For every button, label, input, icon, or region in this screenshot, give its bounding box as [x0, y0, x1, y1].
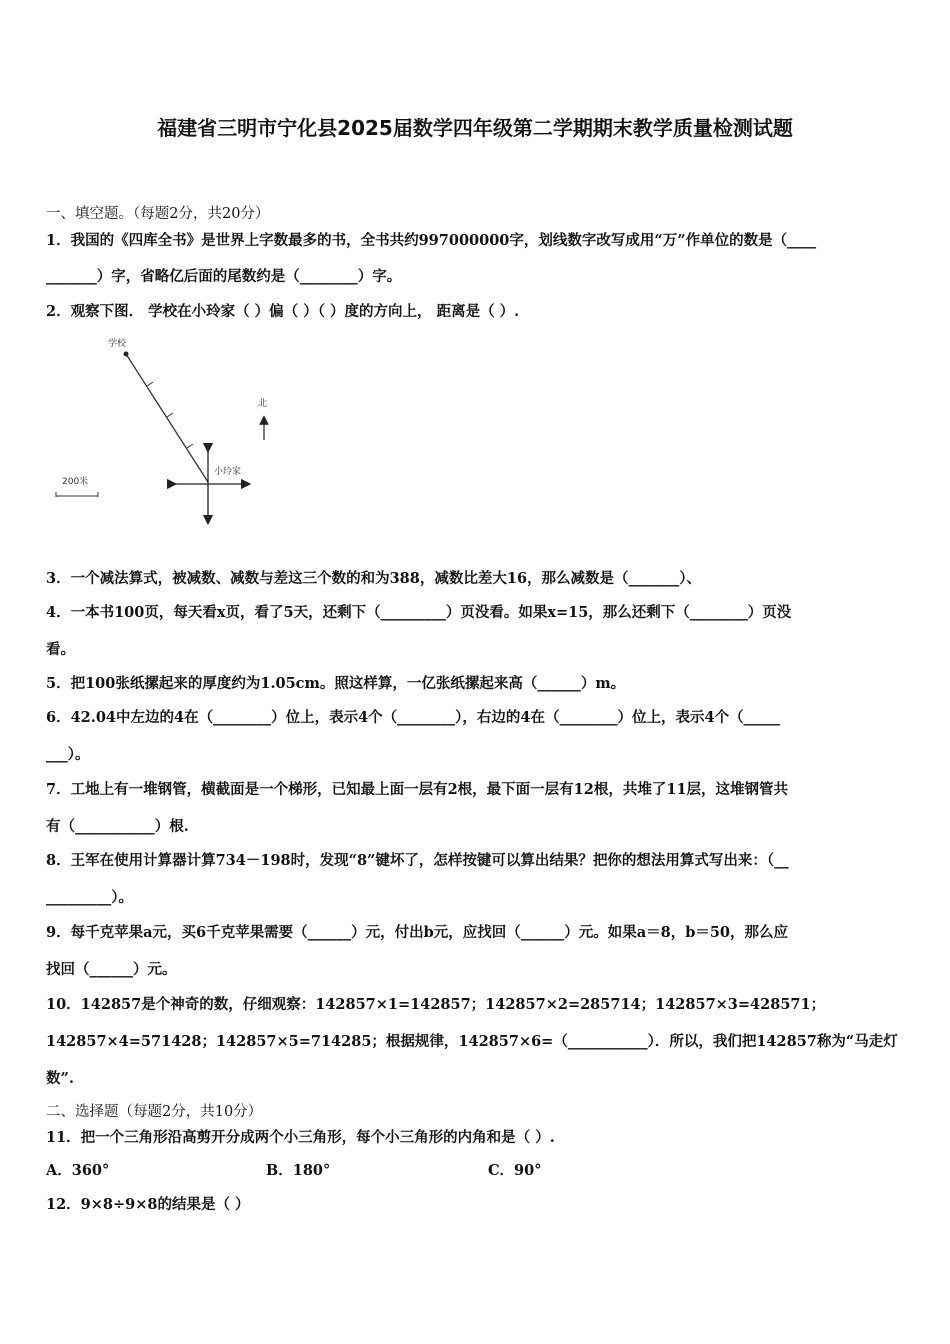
- question-9-line-1: 9．每千克苹果a元，买6千克苹果需要（______）元，付出b元，应找回（______）元。如果a＝8，b＝50，那么应: [46, 924, 789, 941]
- option-c: C．90°: [488, 1162, 542, 1179]
- tick-mark: [167, 413, 173, 417]
- option-b: B．180°: [266, 1162, 331, 1179]
- question-9-line-2: 找回（______）元。: [46, 961, 177, 978]
- section-2-heading: 二、选择题（每题2分，共10分）: [46, 1104, 263, 1120]
- school-label: 学校: [108, 339, 127, 349]
- scale-label: 200米: [62, 477, 89, 487]
- question-6-line-2: ___）。: [46, 746, 90, 763]
- page-title: 福建省三明市宁化县2025届数学四年级第二学期期末教学质量检测试题: [157, 116, 793, 140]
- tick-mark: [187, 444, 193, 448]
- question-7-line-2: 有（___________）根.: [46, 818, 189, 835]
- home-label: 小玲家: [214, 467, 242, 477]
- question-10-line-1: 10．142857是个神奇的数，仔细观察：142857×1=142857；142857×2=285714；142857×3=428571；: [46, 996, 826, 1013]
- question-4-line-2: 看。: [46, 641, 75, 658]
- question-5: 5．把100张纸摞起来的厚度约为1.05cm。照这样算，一亿张纸摞起来高（______）m。: [46, 675, 626, 692]
- tick-mark: [147, 382, 153, 386]
- question-4-line-1: 4．一本书100页，每天看x页，看了5天，还剩下（_________）页没看。如果x=15，那么还剩下（________）页没: [46, 604, 792, 621]
- question-3: 3．一个减法算式，被减数、减数与差这三个数的和为388，减数比差大16，那么减数是（_______）、: [46, 570, 702, 587]
- option-a: A．360°: [46, 1162, 110, 1179]
- question-8-line-2: _________）。: [46, 889, 133, 906]
- section-1-heading: 一、填空题。（每题2分，共20分）: [46, 206, 270, 222]
- question-1-line-1: 1．我国的《四库全书》是世界上字数最多的书，全书共约997000000字，划线数字改写成用“万”作单位的数是（____: [46, 232, 817, 249]
- question-6-line-1: 6．42.04中左边的4在（________）位上，表示4个（________），右边的4在（________）位上，表示4个（_____: [46, 709, 780, 726]
- question-12: 12．9×8÷9×8的结果是（ ）: [46, 1196, 250, 1213]
- question-10-line-2: 142857×4=571428；142857×5=714285；根据规律，142857×6=（___________）．所以，我们把142857称为“马走灯: [46, 1033, 898, 1050]
- north-label: 北: [258, 399, 268, 409]
- direction-diagram: [40, 330, 300, 530]
- question-7-line-1: 7．工地上有一堆钢管，横截面是一个梯形，已知最上面一层有2根，最下面一层有12根，共堆了11层，这堆钢管共: [46, 781, 789, 798]
- question-10-line-3: 数”.: [46, 1070, 74, 1087]
- school-home-line: [126, 354, 208, 482]
- question-11: 11．把一个三角形沿高剪开分成两个小三角形，每个小三角形的内角和是（ ）.: [46, 1129, 555, 1146]
- question-2: 2．观察下图． 学校在小玲家（ ）偏（ ）（ ）度的方向上， 距离是（ ）.: [46, 303, 520, 320]
- question-1-line-2: _______）字，省略亿后面的尾数约是（________）字。: [46, 268, 402, 285]
- question-8-line-1: 8．王军在使用计算器计算734－198时，发现“8”键坏了，怎样按键可以算出结果？把你的想法用算式写出来：（__: [46, 852, 789, 869]
